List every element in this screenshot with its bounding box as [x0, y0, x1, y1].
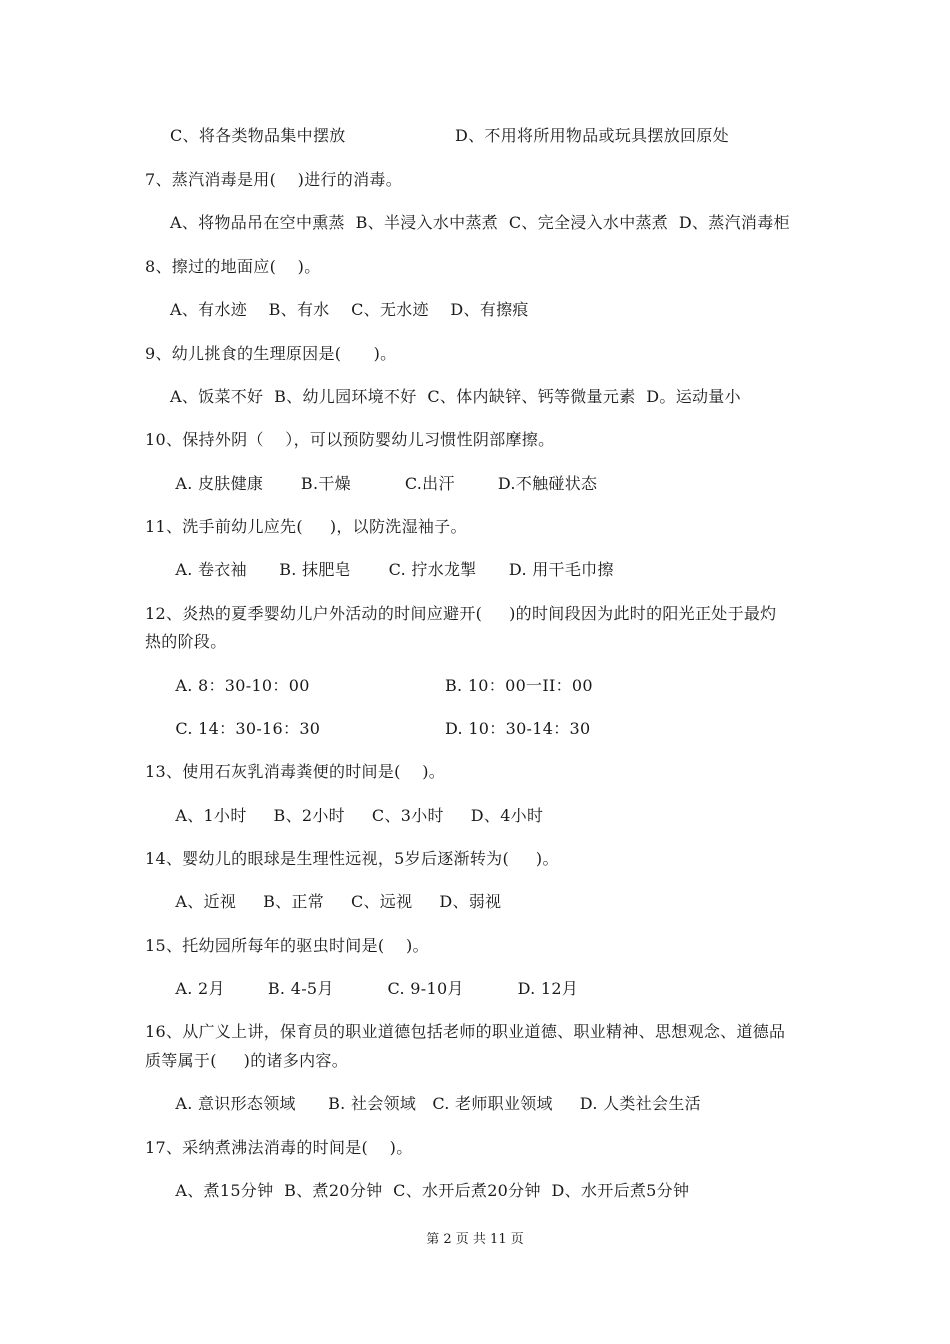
question-7: 7、蒸汽消毒是用( )进行的消毒。 [145, 170, 403, 189]
question-16-cont: 质等属于( )的诸多内容。 [145, 1051, 349, 1070]
question-9-options: A、饭菜不好 B、幼儿园环境不好 C、体内缺锌、钙等微量元素 D。运动量小 [170, 387, 741, 406]
question-14-options: A、近视 B、正常 C、远视 D、弱视 [170, 892, 502, 911]
question-8: 8、擦过的地面应( )。 [145, 257, 321, 276]
question-13-options: A、1小时 B、2小时 C、3小时 D、4小时 [170, 806, 544, 825]
question-10-options: A. 皮肤健康 B.干燥 C.出汗 D.不触碰状态 [170, 474, 598, 493]
question-12: 12、炎热的夏季婴幼儿户外活动的时间应避开( )的时间段因为此时的阳光正处于最灼 [145, 604, 777, 623]
question-12-cont: 热的阶段。 [145, 632, 227, 651]
question-15-options: A. 2月 B. 4-5月 C. 9-10月 D. 12月 [170, 979, 579, 998]
question-14: 14、婴幼儿的眼球是生理性远视，5岁后逐渐转为( )。 [145, 849, 559, 868]
question-10: 10、保持外阴（ ），可以预防婴幼儿习惯性阴部摩擦。 [145, 430, 555, 449]
question-16: 16、从广义上讲，保育员的职业道德包括老师的职业道德、职业精神、思想观念、道德品 [145, 1022, 786, 1041]
question-12-option-d: D. 10：30-14：30 [445, 719, 591, 738]
question-9: 9、幼儿挑食的生理原因是( )。 [145, 344, 397, 363]
question-17: 17、采纳煮沸法消毒的时间是( )。 [145, 1138, 413, 1157]
question-7-options: A、将物品吊在空中熏蒸 B、半浸入水中蒸煮 C、完全浸入水中蒸煮 D、蒸汽消毒柜 [170, 213, 790, 232]
question-17-options: A、煮15分钟 B、煮20分钟 C、水开后煮20分钟 D、水开后煮5分钟 [170, 1181, 690, 1200]
question-11-options: A. 卷衣袖 B. 抹肥皂 C. 拧水龙掣 D. 用干毛巾擦 [170, 560, 614, 579]
question-12-option-a: A. 8：30-10：00 [170, 676, 310, 695]
question-15: 15、托幼园所每年的驱虫时间是( )。 [145, 936, 429, 955]
question-8-options: A、有水迹 B、有水 C、无水迹 D、有擦痕 [170, 300, 529, 319]
question-13: 13、使用石灰乳消毒粪便的时间是( )。 [145, 762, 446, 781]
question-11: 11、洗手前幼儿应先( )，以防洗湿袖子。 [145, 517, 467, 536]
q6-option-c: C、将各类物品集中摆放 [170, 126, 346, 145]
question-12-option-b: B. 10：00一II：00 [445, 676, 593, 695]
q6-option-d: D、不用将所用物品或玩具摆放回原处 [455, 126, 729, 145]
page-footer: 第 2 页 共 11 页 [426, 1232, 524, 1247]
question-16-options: A. 意识形态领域 B. 社会领域 C. 老师职业领域 D. 人类社会生活 [170, 1094, 701, 1113]
question-12-option-c: C. 14：30-16：30 [170, 719, 321, 738]
